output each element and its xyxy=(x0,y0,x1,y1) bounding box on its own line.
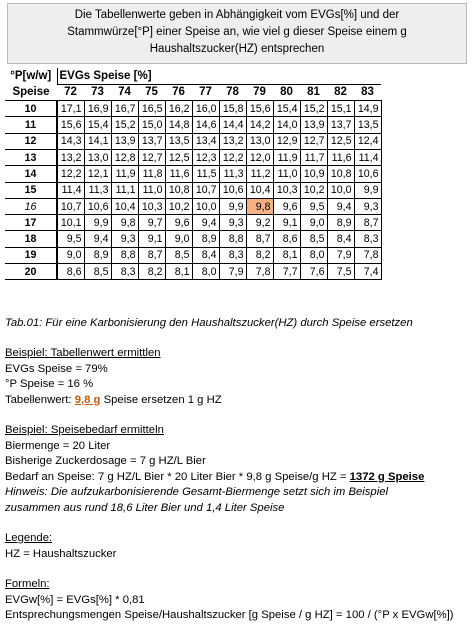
table-cell: 9,8 xyxy=(246,198,273,214)
table-row xyxy=(5,101,381,117)
table-cell: 14,9 xyxy=(354,101,381,117)
table-cell: 8,7 xyxy=(354,215,381,231)
table-cell: 9,4 xyxy=(327,198,354,214)
row-header: 20 xyxy=(5,264,57,280)
table-cell: 10,3 xyxy=(138,198,165,214)
table-cell: 10,4 xyxy=(246,182,273,198)
table-cell: 7,4 xyxy=(354,264,381,280)
table-cell: 8,5 xyxy=(165,247,192,263)
table-cell: 13,7 xyxy=(327,117,354,133)
table-cell: 16,2 xyxy=(165,101,192,117)
table-cell: 12,3 xyxy=(192,149,219,165)
table-cell: 11,7 xyxy=(300,149,327,165)
table-cell: 10,4 xyxy=(111,198,138,214)
table-cell: 13,7 xyxy=(138,133,165,149)
table-cell: 11,6 xyxy=(327,149,354,165)
table-cell: 10,6 xyxy=(84,198,111,214)
corner-label: °P[w/w] xyxy=(10,70,52,83)
table-cell: 8,0 xyxy=(300,247,327,263)
table-cell: 11,3 xyxy=(219,166,246,182)
table-cell: 15,4 xyxy=(273,101,300,117)
table-cell: 10,9 xyxy=(300,166,327,182)
table-cell: 13,0 xyxy=(246,133,273,149)
column-header: 77 xyxy=(192,84,219,100)
table-cell: 10,0 xyxy=(192,198,219,214)
table-cell: 12,4 xyxy=(354,133,381,149)
row-header: 10 xyxy=(5,101,57,117)
table-cell: 8,3 xyxy=(219,247,246,263)
table-cell: 8,7 xyxy=(246,231,273,247)
table-cell: 9,1 xyxy=(273,215,300,231)
table-cell: 10,7 xyxy=(192,182,219,198)
table-cell: 11,6 xyxy=(165,166,192,182)
table-cell: 9,5 xyxy=(300,198,327,214)
formula-line-2: Entsprechungsmengen Speise/Haushaltszucker [g Speise / g HZ] = 100 / (°P x EVGw[%]) xyxy=(5,609,454,621)
legend-heading: Legende: xyxy=(5,532,53,544)
table-cell: 9,6 xyxy=(273,198,300,214)
table-cell: 13,5 xyxy=(354,117,381,133)
row-header: 17 xyxy=(5,215,57,231)
table-header-row-1 xyxy=(5,68,381,84)
table-cell: 9,3 xyxy=(111,231,138,247)
row-header: 19 xyxy=(5,247,57,263)
table-cell: 9,4 xyxy=(192,215,219,231)
table-cell: 8,8 xyxy=(219,231,246,247)
example1-line-3-pre: Tabellenwert: xyxy=(5,393,75,406)
formulas-heading: Formeln: xyxy=(5,578,50,590)
table-cell: 13,9 xyxy=(111,133,138,149)
table-cell: 9,1 xyxy=(138,231,165,247)
table-cell: 12,2 xyxy=(219,149,246,165)
table-cell: 9,3 xyxy=(219,215,246,231)
table-cell: 12,8 xyxy=(111,149,138,165)
row-header: 12 xyxy=(5,133,57,149)
table-cell: 13,5 xyxy=(165,133,192,149)
example2-line-3 xyxy=(5,470,424,486)
table-row xyxy=(5,264,381,280)
intro-line-2: Stammwürze[°P] einer Speise an, wie viel g dieser Speise einem g xyxy=(67,26,407,38)
table-cell: 9,0 xyxy=(165,231,192,247)
table-cell: 12,7 xyxy=(138,149,165,165)
formula-line-1: EVGw[%] = EVGs[%] * 0,81 xyxy=(5,593,145,606)
example2-line-2: Bisherige Zuckerdosage = 7 g HZ/L Bier xyxy=(5,455,206,467)
table-cell: 12,1 xyxy=(84,166,111,182)
example2-line-1: Biermenge = 20 Liter xyxy=(5,439,111,452)
example2-hint-1: Hinweis: Die aufzukarbonisierende Gesamt-Biermenge setzt sich im Beispiel xyxy=(5,486,389,498)
table-cell: 14,6 xyxy=(192,117,219,133)
example1-heading: Beispiel: Tabellenwert ermittlen xyxy=(5,347,161,359)
table-cell: 10,8 xyxy=(327,166,354,182)
table-cell: 11,2 xyxy=(246,166,273,182)
table-row xyxy=(5,198,381,214)
table-row xyxy=(5,117,381,133)
table-cell: 8,0 xyxy=(192,264,219,280)
table-cell: 9,3 xyxy=(354,198,381,214)
replacement-table xyxy=(5,68,382,280)
table-cell: 12,9 xyxy=(273,133,300,149)
table-cell: 8,7 xyxy=(138,247,165,263)
column-header: 80 xyxy=(273,84,300,100)
table-cell: 11,9 xyxy=(111,166,138,182)
table-cell: 7,7 xyxy=(273,264,300,280)
table-cell: 10,2 xyxy=(165,198,192,214)
table-cell: 8,1 xyxy=(273,247,300,263)
table-cell: 13,2 xyxy=(57,149,84,165)
table-cell: 13,9 xyxy=(300,117,327,133)
example2-heading: Beispiel: Speisebedarf ermitteln xyxy=(5,424,164,436)
table-cell: 12,5 xyxy=(327,133,354,149)
column-header: 79 xyxy=(246,84,273,100)
table-cell: 16,0 xyxy=(192,101,219,117)
row-header: 14 xyxy=(5,166,57,182)
example1-line-2: °P Speise = 16 % xyxy=(5,378,94,390)
table-header-row-2 xyxy=(5,84,381,100)
table-row xyxy=(5,166,381,182)
table-cell: 9,8 xyxy=(111,215,138,231)
table-cell: 8,9 xyxy=(327,215,354,231)
table-cell: 15,2 xyxy=(300,101,327,117)
example1-line-3 xyxy=(5,393,222,409)
table-cell: 7,5 xyxy=(327,264,354,280)
table-cell: 11,3 xyxy=(84,182,111,198)
table-cell: 12,7 xyxy=(300,133,327,149)
column-header: 73 xyxy=(84,84,111,100)
table-cell: 15,4 xyxy=(84,117,111,133)
table-cell: 9,9 xyxy=(84,215,111,231)
table-cell: 10,0 xyxy=(327,182,354,198)
table-cell: 8,1 xyxy=(165,264,192,280)
table-cell: 16,7 xyxy=(111,101,138,117)
table-row xyxy=(5,149,381,165)
table-cell: 10,8 xyxy=(165,182,192,198)
evg-label: EVGs Speise [%] xyxy=(57,68,381,84)
table-cell: 11,9 xyxy=(273,149,300,165)
table-cell: 8,6 xyxy=(273,231,300,247)
table-row xyxy=(5,133,381,149)
table-cell: 8,5 xyxy=(84,264,111,280)
table-cell: 9,0 xyxy=(57,247,84,263)
table-cell: 14,2 xyxy=(246,117,273,133)
row-header: 16 xyxy=(5,198,57,214)
table-cell: 10,2 xyxy=(300,182,327,198)
intro-line-1: Die Tabellenwerte geben in Abhängigkeit vom EVGs[%] und der xyxy=(74,9,400,21)
column-header: 75 xyxy=(138,84,165,100)
column-header: 72 xyxy=(57,84,84,100)
table-cell: 7,6 xyxy=(300,264,327,280)
table-cell: 11,5 xyxy=(192,166,219,182)
table-caption: Tab.01: Für eine Karbonisierung den Haushaltszucker(HZ) durch Speise ersetzen xyxy=(5,317,413,329)
table-cell: 10,6 xyxy=(354,166,381,182)
intro-line-3: Haushaltszucker(HZ) entsprechen xyxy=(149,43,325,55)
table-cell: 12,5 xyxy=(165,149,192,165)
table-cell: 8,2 xyxy=(138,264,165,280)
table-cell: 17,1 xyxy=(57,101,84,117)
row-header: 13 xyxy=(5,149,57,165)
table-cell: 10,6 xyxy=(219,182,246,198)
table-cell: 8,9 xyxy=(192,231,219,247)
column-header: 82 xyxy=(327,84,354,100)
table-cell: 14,4 xyxy=(219,117,246,133)
example1-value: 9,8 g xyxy=(74,393,101,406)
example1-line-1: EVGs Speise = 79% xyxy=(5,362,108,375)
table-cell: 10,3 xyxy=(273,182,300,198)
table-cell: 11,4 xyxy=(354,149,381,165)
table-cell: 16,9 xyxy=(84,101,111,117)
table-cell: 9,0 xyxy=(300,215,327,231)
row-header-label: Speise xyxy=(5,84,57,100)
column-header: 81 xyxy=(300,84,327,100)
table-cell: 13,4 xyxy=(192,133,219,149)
table-row xyxy=(5,215,381,231)
table-cell: 11,8 xyxy=(138,166,165,182)
table-cell: 8,2 xyxy=(246,247,273,263)
row-header: 18 xyxy=(5,231,57,247)
table-cell: 9,5 xyxy=(57,231,84,247)
example2-line-3-pre: Bedarf an Speise: 7 g HZ/L Bier * 20 Liter Bier * 9,8 g Speise/g HZ = xyxy=(5,470,350,483)
table-cell: 9,9 xyxy=(354,182,381,198)
table-cell: 9,9 xyxy=(219,198,246,214)
table-cell: 10,7 xyxy=(57,198,84,214)
column-header: 74 xyxy=(111,84,138,100)
table-cell: 11,0 xyxy=(273,166,300,182)
table-cell: 7,9 xyxy=(219,264,246,280)
table-cell: 12,2 xyxy=(57,166,84,182)
table-cell: 15,1 xyxy=(327,101,354,117)
table-cell: 8,4 xyxy=(327,231,354,247)
column-header: 76 xyxy=(165,84,192,100)
table-cell: 11,0 xyxy=(138,182,165,198)
table-cell: 8,4 xyxy=(192,247,219,263)
example2-hint-2: zusammen aus rund 18,6 Liter Bier und 1,4 Liter Speise xyxy=(5,501,285,514)
example1-line-3-post: Speise ersetzen 1 g HZ xyxy=(100,393,222,406)
table-cell: 15,6 xyxy=(57,117,84,133)
table-cell: 12,0 xyxy=(246,149,273,165)
table-cell: 9,7 xyxy=(138,215,165,231)
table-cell: 7,9 xyxy=(327,247,354,263)
table-cell: 14,3 xyxy=(57,133,84,149)
table-cell: 8,3 xyxy=(354,231,381,247)
table-cell: 10,1 xyxy=(57,215,84,231)
table-cell: 8,5 xyxy=(300,231,327,247)
legend-line-1: HZ = Haushaltszucker xyxy=(5,547,117,560)
table-cell: 13,2 xyxy=(219,133,246,149)
table-cell: 7,8 xyxy=(246,264,273,280)
table-cell: 7,8 xyxy=(354,247,381,263)
table-cell: 8,8 xyxy=(111,247,138,263)
table-cell: 9,2 xyxy=(246,215,273,231)
table-cell: 13,0 xyxy=(84,149,111,165)
table-cell: 15,2 xyxy=(111,117,138,133)
column-header: 83 xyxy=(354,84,381,100)
row-header: 15 xyxy=(5,182,57,198)
table-cell: 15,8 xyxy=(219,101,246,117)
table-cell: 8,3 xyxy=(111,264,138,280)
table-cell: 14,0 xyxy=(273,117,300,133)
table-cell: 11,4 xyxy=(57,182,84,198)
table-cell: 9,6 xyxy=(165,215,192,231)
table-cell: 14,1 xyxy=(84,133,111,149)
table-cell: 11,1 xyxy=(111,182,138,198)
column-header: 78 xyxy=(219,84,246,100)
table-cell: 16,5 xyxy=(138,101,165,117)
table-cell: 8,9 xyxy=(84,247,111,263)
table-row xyxy=(5,231,381,247)
intro-box xyxy=(7,3,467,64)
table-row xyxy=(5,182,381,198)
table-cell: 14,8 xyxy=(165,117,192,133)
table-cell: 9,4 xyxy=(84,231,111,247)
example2-result: 1372 g Speise xyxy=(349,470,425,483)
table-cell: 8,6 xyxy=(57,264,84,280)
table-row xyxy=(5,247,381,263)
table-cell: 15,6 xyxy=(246,101,273,117)
table-cell: 15,0 xyxy=(138,117,165,133)
row-header: 11 xyxy=(5,117,57,133)
